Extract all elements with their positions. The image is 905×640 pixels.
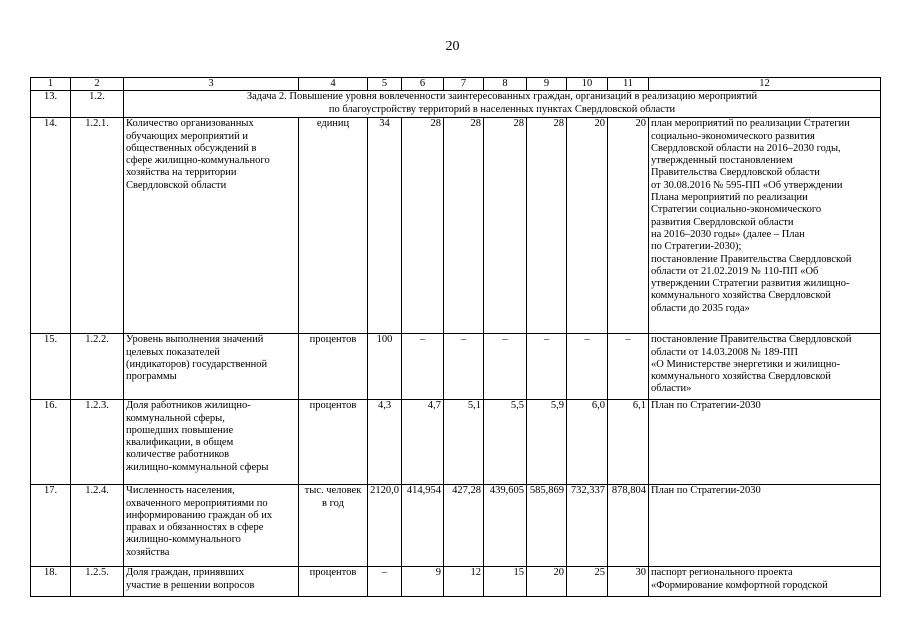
indicator-name: Уровень выполнения значений целевых показателей (индикаторов) государственной программы <box>124 334 299 400</box>
indicator-value: – <box>368 567 402 597</box>
indicator-value: 12 <box>444 567 484 597</box>
row-code: 1.2.1. <box>71 118 124 334</box>
task-row <box>31 91 881 118</box>
task-title: Задача 2. Повышение уровня вовлеченности заинтересованных граждан, организаций в реализацию мероприятий по благоустройству территорий в населенных пунктах Свердловской области <box>124 91 881 118</box>
row-number: 13. <box>31 91 71 118</box>
table-row <box>31 400 881 485</box>
source-document: план мероприятий по реализации Стратегии социально-экономического развития Свердловской области на 2016–2030 годы, утвержденный постановлением Правительства Свердловской области от 30.08.2016 № 595-ПП «Об утверждении Плана мероприятий по реализации Стратегии социально-экономического развития Свердловской области на 2016–2030 годы» (далее – План по Стратегии-2030); постановление Правительства Свердловской области от 21.02.2019 № 110-ПП «Об утверждении Стратегии развития жилищно- коммунального хозяйства Свердловской области до 2035 года» <box>649 118 881 334</box>
unit-of-measure: тыс. человек в год <box>299 485 368 567</box>
indicator-value: 732,337 <box>567 485 608 567</box>
indicator-value: 5,9 <box>527 400 567 485</box>
indicator-value: 439,605 <box>484 485 527 567</box>
indicator-name: Доля работников жилищно- коммунальной сферы, прошедших повышение квалификации, в общем количестве работников жилищно-коммунальной сферы <box>124 400 299 485</box>
table-row <box>31 118 881 334</box>
indicator-value: – <box>567 334 608 400</box>
column-number: 10 <box>567 78 608 91</box>
row-code: 1.2. <box>71 91 124 118</box>
column-number-row <box>31 78 881 91</box>
indicator-name: Численность населения, охваченного мероприятиями по информированию граждан об их правах и обязанностях в сфере жилищно-коммунального хозяйства <box>124 485 299 567</box>
indicator-value: 20 <box>608 118 649 334</box>
column-number: 7 <box>444 78 484 91</box>
row-number: 16. <box>31 400 71 485</box>
column-number: 9 <box>527 78 567 91</box>
column-number: 4 <box>299 78 368 91</box>
row-code: 1.2.3. <box>71 400 124 485</box>
indicator-value: – <box>527 334 567 400</box>
source-document: паспорт регионального проекта «Формирование комфортной городской <box>649 567 881 597</box>
row-number: 18. <box>31 567 71 597</box>
indicator-name: Доля граждан, принявших участие в решении вопросов <box>124 567 299 597</box>
indicator-name: Количество организованных обучающих мероприятий и общественных обсуждений в сфере жилищно-коммунального хозяйства на территории Свердловской области <box>124 118 299 334</box>
indicator-value: 34 <box>368 118 402 334</box>
column-number: 8 <box>484 78 527 91</box>
row-code: 1.2.5. <box>71 567 124 597</box>
row-number: 17. <box>31 485 71 567</box>
indicator-value: 28 <box>527 118 567 334</box>
indicator-value: – <box>484 334 527 400</box>
column-number: 12 <box>649 78 881 91</box>
indicator-value: – <box>444 334 484 400</box>
indicator-value: 5,5 <box>484 400 527 485</box>
indicator-value: 30 <box>608 567 649 597</box>
column-number: 1 <box>31 78 71 91</box>
row-code: 1.2.4. <box>71 485 124 567</box>
indicator-value: 4,7 <box>402 400 444 485</box>
unit-of-measure: процентов <box>299 567 368 597</box>
table-row <box>31 485 881 567</box>
column-number: 5 <box>368 78 402 91</box>
indicator-value: 28 <box>484 118 527 334</box>
indicator-value: 9 <box>402 567 444 597</box>
row-code: 1.2.2. <box>71 334 124 400</box>
indicator-value: 20 <box>527 567 567 597</box>
table-row <box>31 334 881 400</box>
indicator-value: 6,0 <box>567 400 608 485</box>
indicators-table <box>30 77 881 597</box>
unit-of-measure: единиц <box>299 118 368 334</box>
page-number: 20 <box>445 39 460 54</box>
indicator-value: 4,3 <box>368 400 402 485</box>
indicator-value: 100 <box>368 334 402 400</box>
table-row <box>31 567 881 597</box>
row-number: 14. <box>31 118 71 334</box>
indicator-value: 25 <box>567 567 608 597</box>
indicator-value: 5,1 <box>444 400 484 485</box>
column-number: 3 <box>124 78 299 91</box>
source-document: План по Стратегии-2030 <box>649 400 881 485</box>
indicator-value: 427,28 <box>444 485 484 567</box>
indicator-value: 15 <box>484 567 527 597</box>
indicator-value: 2120,0 <box>368 485 402 567</box>
indicator-value: – <box>608 334 649 400</box>
source-document: План по Стратегии-2030 <box>649 485 881 567</box>
indicator-value: 28 <box>402 118 444 334</box>
unit-of-measure: процентов <box>299 400 368 485</box>
indicator-value: 585,869 <box>527 485 567 567</box>
column-number: 6 <box>402 78 444 91</box>
indicator-value: – <box>402 334 444 400</box>
row-number: 15. <box>31 334 71 400</box>
column-number: 11 <box>608 78 649 91</box>
indicator-value: 878,804 <box>608 485 649 567</box>
indicator-value: 28 <box>444 118 484 334</box>
indicator-value: 20 <box>567 118 608 334</box>
column-number: 2 <box>71 78 124 91</box>
indicator-value: 414,954 <box>402 485 444 567</box>
unit-of-measure: процентов <box>299 334 368 400</box>
source-document: постановление Правительства Свердловской области от 14.03.2008 № 189-ПП «О Министерстве энергетики и жилищно- коммунального хозяйства Свердловской области» <box>649 334 881 400</box>
indicator-value: 6,1 <box>608 400 649 485</box>
